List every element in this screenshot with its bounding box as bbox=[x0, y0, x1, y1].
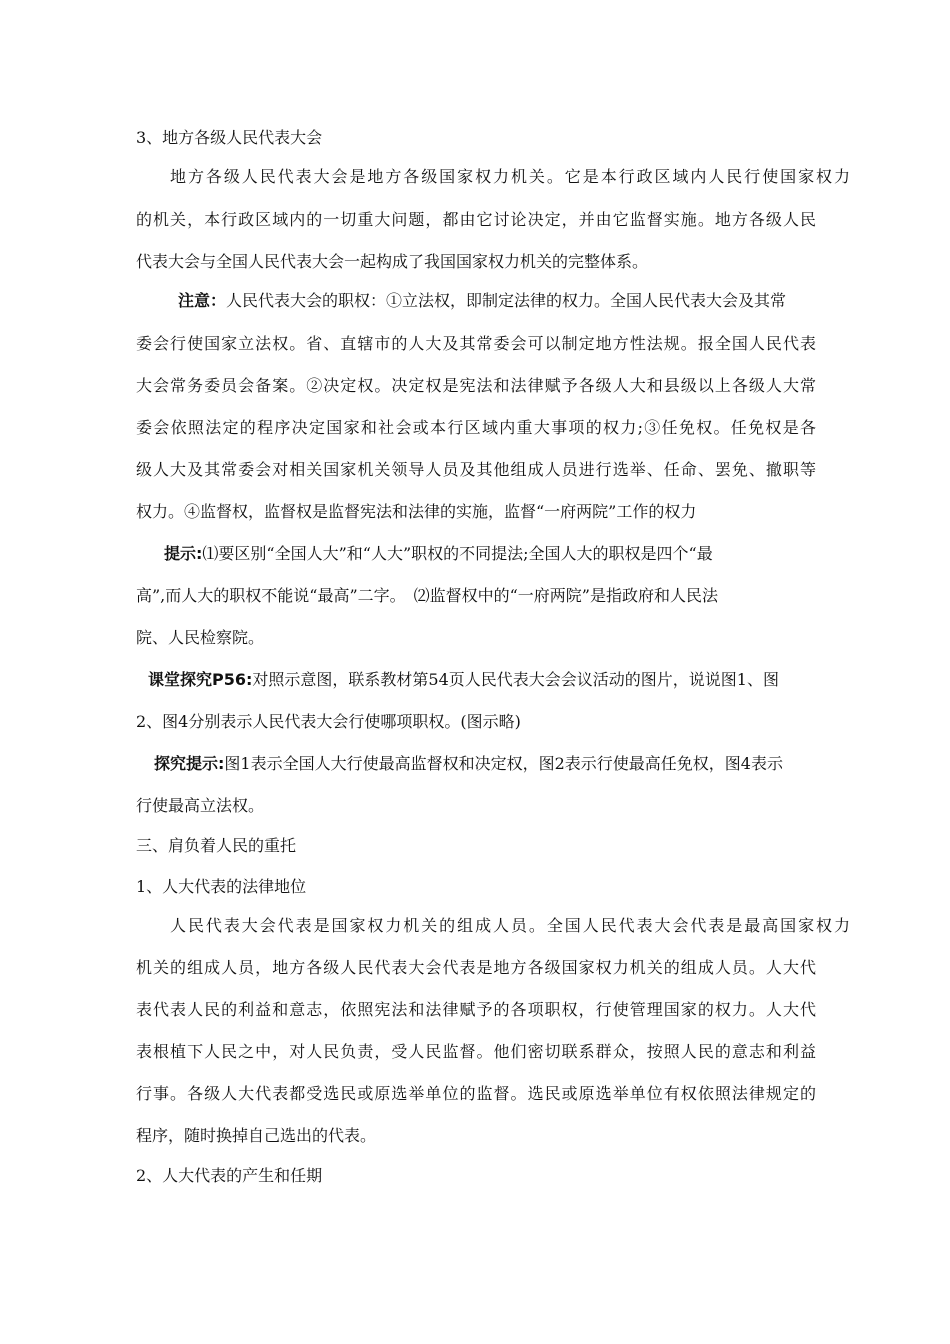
paragraph-line: 表根植下人民之中，对人民负责，受人民监督。他们密切联系群众，按照人民的意志和利益 bbox=[136, 1042, 816, 1061]
paragraph-line: 的机关，本行政区域内的一切重大问题，都由它讨论决定，并由它监督实施。地方各级人民 bbox=[136, 210, 816, 229]
paragraph-line: 表代表人民的利益和意志，依照宪法和法律赋予的各项职权，行使管理国家的权力。人大代 bbox=[136, 1000, 816, 1019]
section-heading: 三、肩负着人民的重托 bbox=[136, 836, 297, 855]
hint-line: 高”,而人大的职权不能说“最高”二字。 ⑵监督权中的“一府两院”是指政府和人民法 bbox=[136, 586, 718, 605]
note-line: 大会常务委员会备案。②决定权。决定权是宪法和法律赋予各级人大和县级以上各级人大常 bbox=[136, 376, 816, 395]
paragraph-line: 行事。各级人大代表都受选民或原选举单位的监督。选民或原选举单位有权依照法律规定的 bbox=[136, 1084, 816, 1103]
note-line: 权力。④监督权，监督权是监督宪法和法律的实施，监督“一府两院”工作的权力 bbox=[136, 502, 697, 521]
explore-hint-line: 行使最高立法权。 bbox=[136, 796, 265, 815]
paragraph-line: 代表大会与全国人民代表大会一起构成了我国国家权力机关的完整体系。 bbox=[136, 252, 649, 271]
paragraph-line: 地方各级人民代表大会是地方各级国家权力机关。它是本行政区域内人民行使国家权力 bbox=[170, 167, 850, 186]
explore-line: 2、图4分别表示人民代表大会行使哪项职权。(图示略) bbox=[136, 712, 521, 731]
paragraph-line: 人民代表大会代表是国家权力机关的组成人员。全国人民代表大会代表是最高国家权力 bbox=[170, 916, 850, 935]
explore-line bbox=[136, 669, 828, 691]
hint-label: 提示: bbox=[164, 544, 203, 563]
note-line: 委会行使国家立法权。省、直辖市的人大及其常委会可以制定地方性法规。报全国人民代表 bbox=[136, 334, 816, 353]
explore-hint-text: 图1表示全国人大行使最高监督权和决定权，图2表示行使最高任免权，图4表示 bbox=[224, 754, 783, 773]
paragraph-line: 程序，随时换掉自己选出的代表。 bbox=[136, 1126, 377, 1145]
note-text: 人民代表大会的职权：①立法权，即制定法律的权力。全国人民代表大会及其常 bbox=[226, 291, 787, 310]
hint-line: 院、人民检察院。 bbox=[136, 628, 265, 647]
hint-line bbox=[136, 543, 844, 565]
hint-text: ⑴要区别“全国人大”和“人大”职权的不同提法;全国人大的职权是四个“最 bbox=[202, 544, 713, 563]
subheading-election-term: 2、人大代表的产生和任期 bbox=[136, 1166, 323, 1185]
explore-hint-label: 探究提示: bbox=[154, 754, 225, 773]
heading-local-congress: 3、地方各级人民代表大会 bbox=[136, 128, 323, 147]
explore-text: 对照示意图，联系教材第54页人民代表大会会议活动的图片，说说图1、图 bbox=[252, 670, 779, 689]
note-line: 级人大及其常委会对相关国家机关领导人员及其他组成人员进行选举、任命、罢免、撤职等 bbox=[136, 460, 816, 479]
explore-hint-line bbox=[136, 753, 834, 775]
paragraph-line: 机关的组成人员，地方各级人民代表大会代表是地方各级国家权力机关的组成人员。人大代 bbox=[136, 958, 816, 977]
note-line: 委会依照法定的程序决定国家和社会或本行区域内重大事项的权力;③任免权。任免权是各 bbox=[136, 418, 816, 437]
subheading-legal-status: 1、人大代表的法律地位 bbox=[136, 877, 307, 896]
note-line bbox=[136, 290, 858, 312]
note-label: 注意： bbox=[178, 291, 227, 310]
explore-label: 课堂探究P56: bbox=[148, 670, 253, 689]
